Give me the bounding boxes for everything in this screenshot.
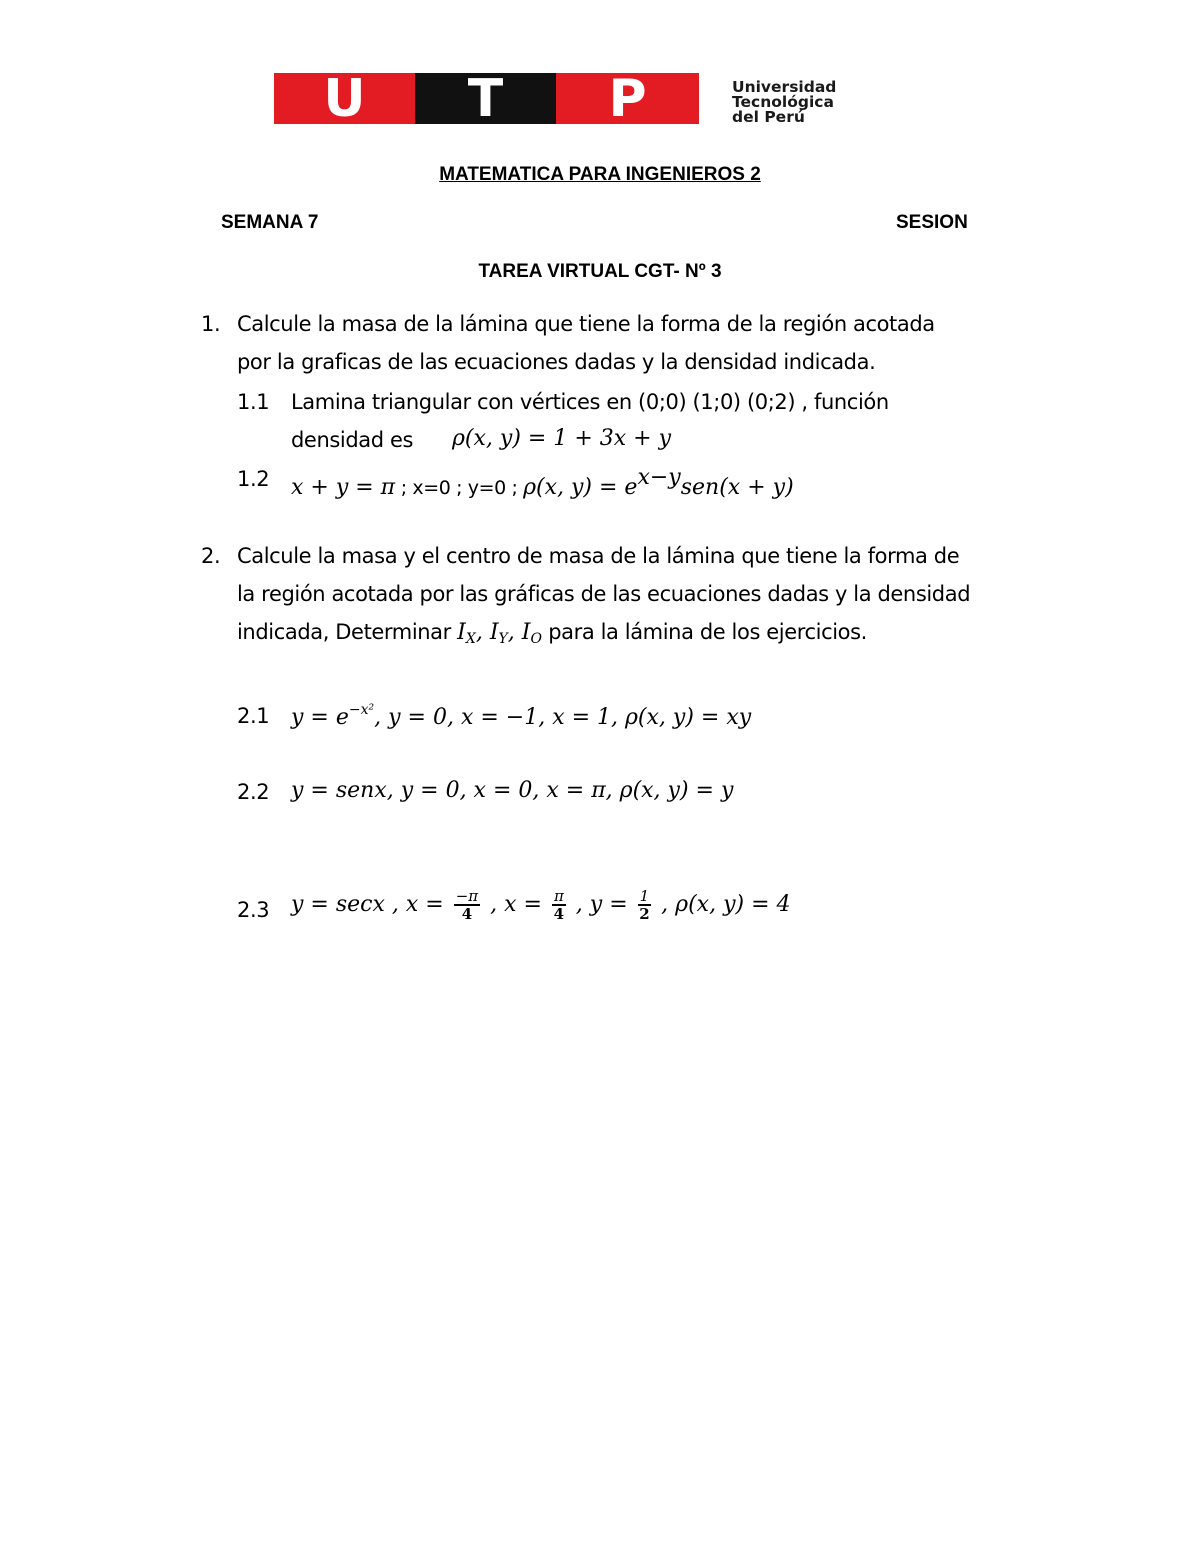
fraction-neg-pi-over-4: $\frac{-\pi}{4}$	[455, 887, 479, 923]
fraction-pi-over-4: $\frac{\pi}{4}$	[553, 887, 565, 923]
q1-line2: por la graficas de las ecuaciones dadas y la densidad indicada.	[237, 350, 876, 374]
session-label: SESION	[896, 212, 968, 233]
q1-2-number: 1.2	[237, 467, 270, 491]
q2-line3: indicada, Determinar $I_X$, $I_Y$, $I_O$ para la lámina de los ejercicios.	[237, 620, 867, 647]
logo-letter-p: P	[556, 73, 699, 124]
q1-1-line2-text: densidad es	[291, 428, 413, 452]
logo-letter-t: T	[415, 73, 556, 124]
q2-3-expression: y = secx , x = $\frac{-\pi}{4}$ , x = $\frac{\pi}{4}$ , y = $\frac{1}{2}$ , ρ(x, y) = 4	[291, 887, 791, 923]
q1-1-density-formula: ρ(x, y) = 1 + 3x + y	[452, 426, 672, 451]
q1-line1: Calcule la masa de la lámina que tiene la forma de la región acotada	[237, 312, 935, 336]
document-title: MATEMATICA PARA INGENIEROS 2	[439, 164, 761, 185]
q2-1-expression: $y = e^{-x^2}$, y = 0, x = −1, x = 1, ρ(x, y) = xy	[291, 702, 752, 730]
utp-logo	[274, 68, 699, 129]
assignment-title: TAREA VIRTUAL CGT- Nº 3	[478, 261, 722, 282]
q2-moments-formula: $I_X$, $I_Y$, $I_O$	[457, 620, 542, 647]
fraction-one-half: $\frac{1}{2}$	[639, 887, 650, 923]
q2-line1: Calcule la masa y el centro de masa de la lámina que tiene la forma de	[237, 544, 960, 568]
q2-1-number: 2.1	[237, 704, 270, 728]
q1-1-number: 1.1	[237, 390, 270, 414]
logo-university-name: Universidad Tecnológica del Perú	[732, 78, 837, 126]
q2-number: 2.	[201, 544, 221, 568]
q2-2-number: 2.2	[237, 780, 270, 804]
q2-2-expression: y = senx, y = 0, x = 0, x = π, ρ(x, y) = y	[291, 778, 734, 803]
q1-2-expression: x + y = π ; x=0 ; y=0 ; ρ(x, $y) = e^{x-y}sen(x + y)$	[291, 465, 794, 500]
q1-1-line1: Lamina triangular con vértices en (0;0) (1;0) (0;2) , función	[291, 390, 889, 414]
logo-letter-u: U	[274, 73, 415, 124]
q1-number: 1.	[201, 312, 221, 336]
week-label: SEMANA 7	[221, 212, 319, 233]
q2-line2: la región acotada por las gráficas de las ecuaciones dadas y la densidad	[237, 582, 971, 606]
q2-3-number: 2.3	[237, 898, 270, 922]
